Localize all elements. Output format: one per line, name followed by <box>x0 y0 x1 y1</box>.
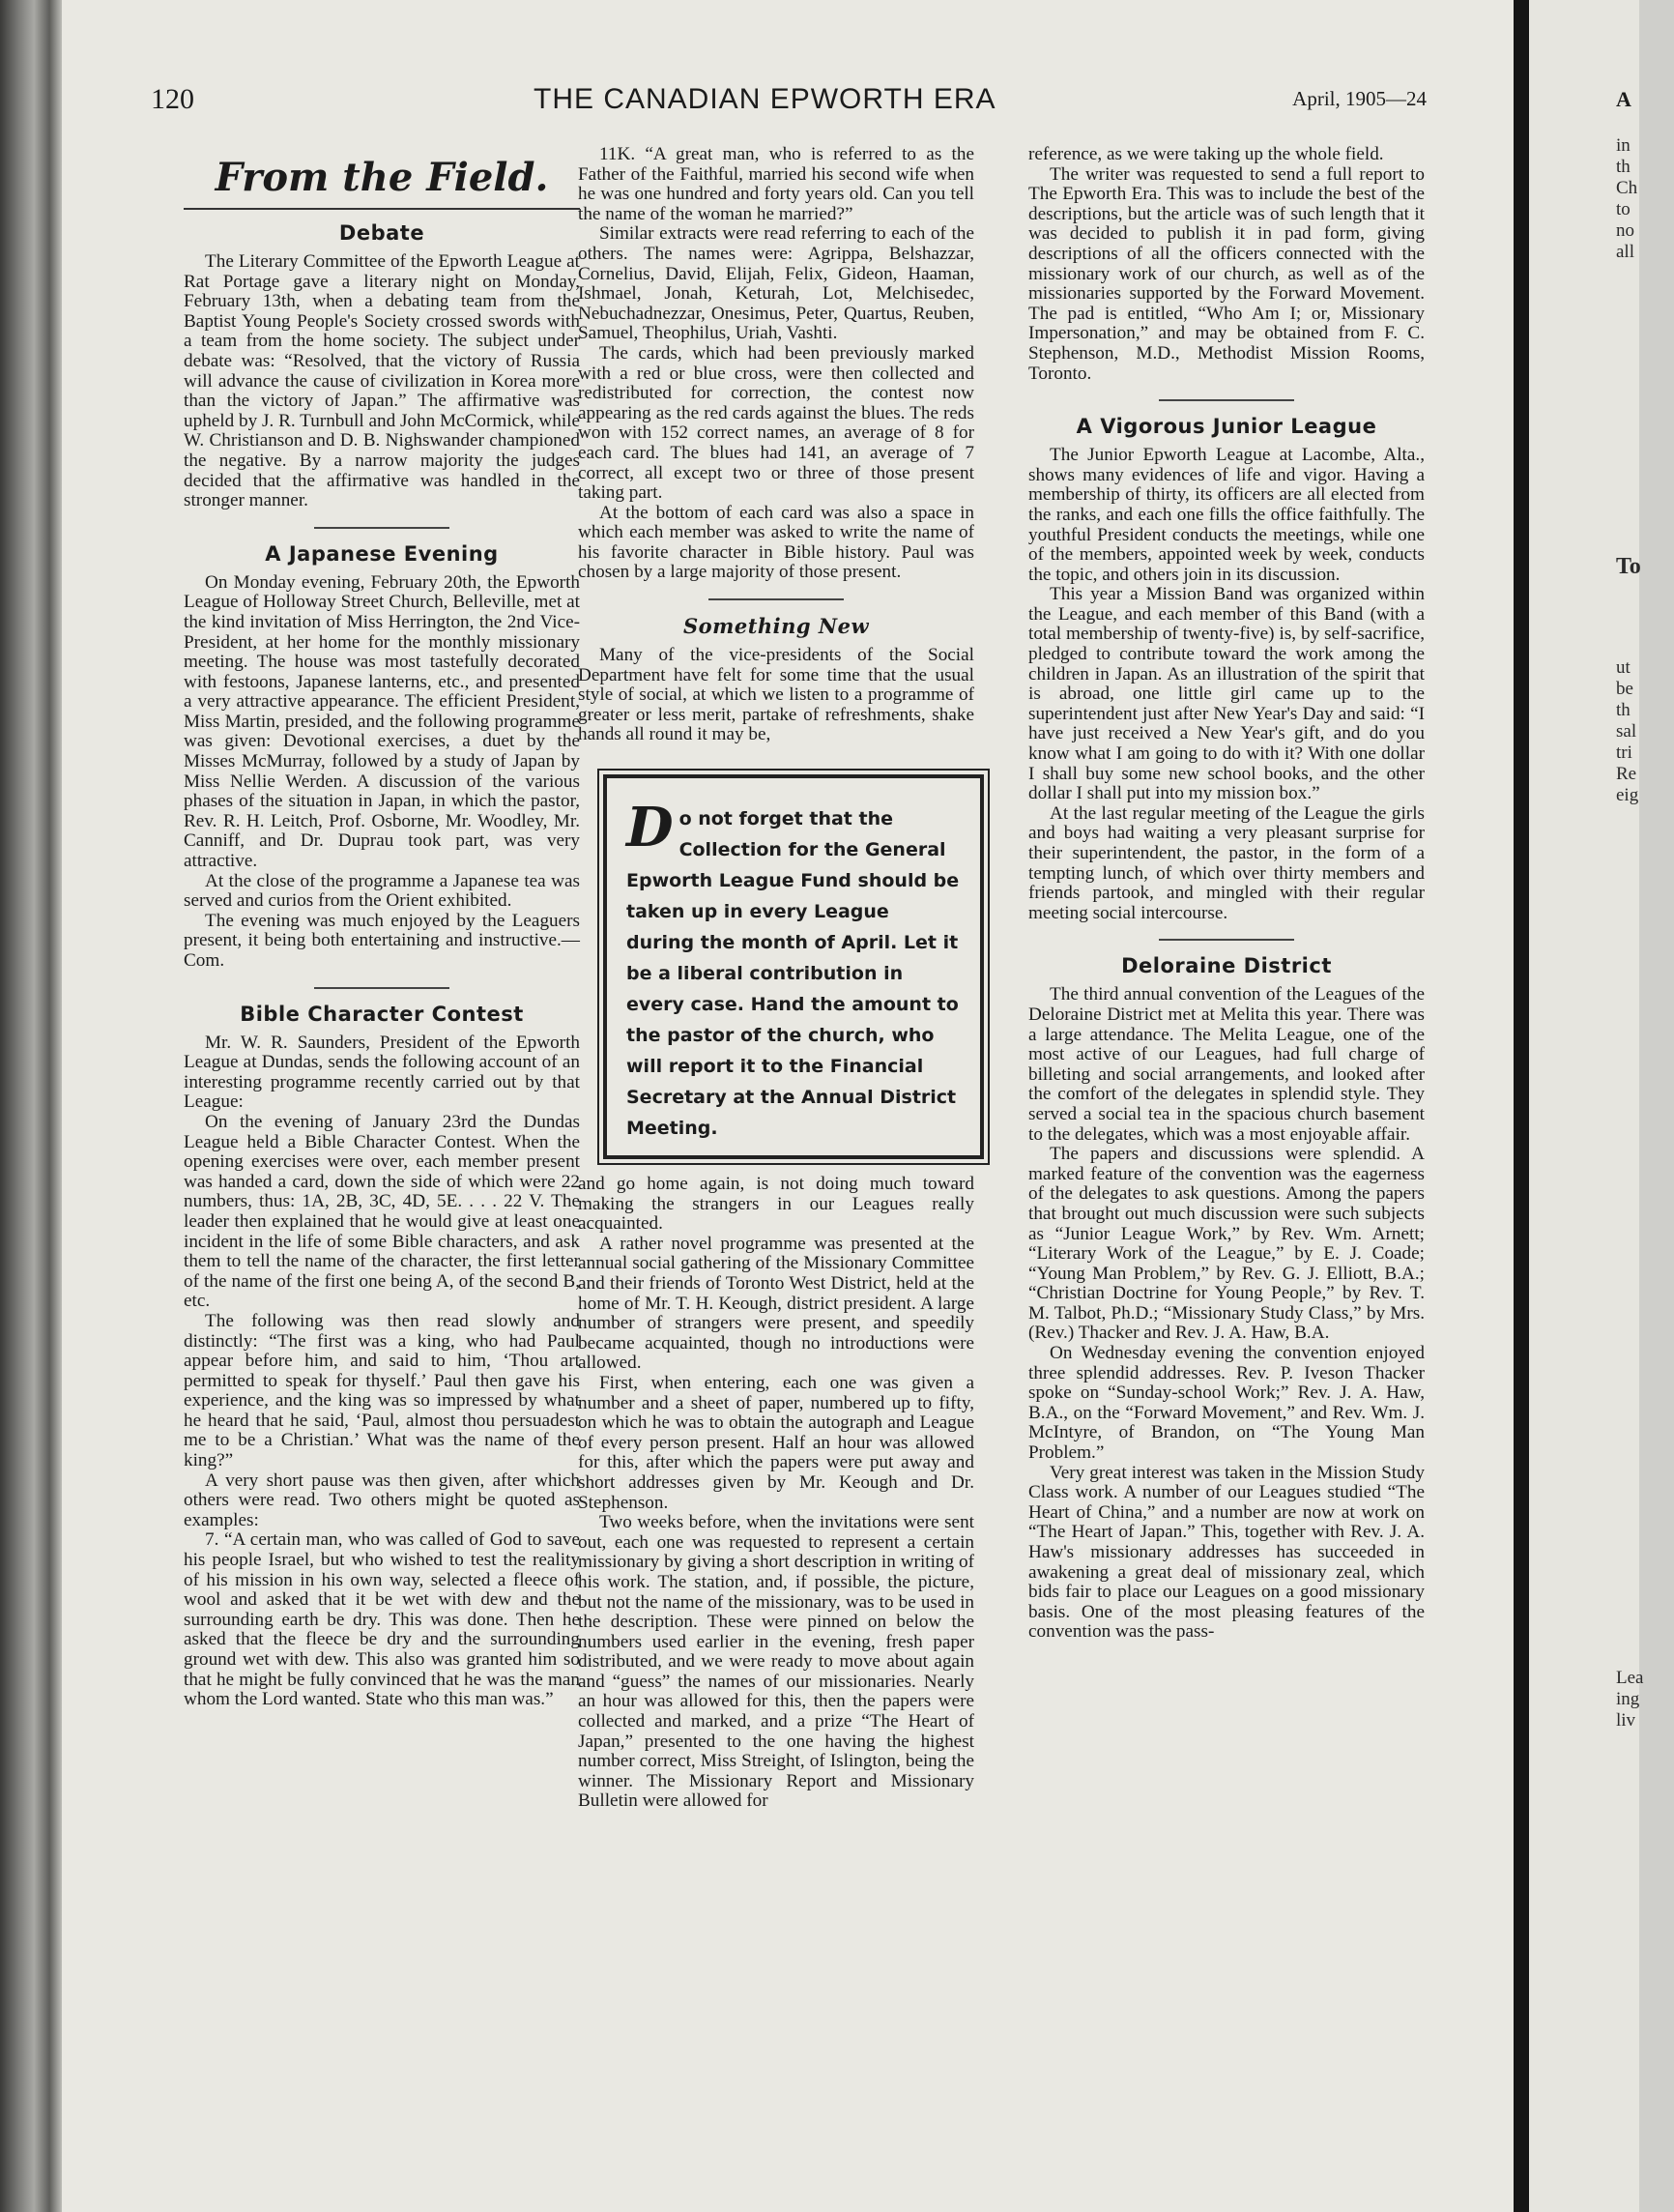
adjacent-page-fragment: Lea ing liv <box>1616 1668 1644 1731</box>
divider <box>314 527 449 529</box>
article-paragraph: Similar extracts were read referring to each of the others. The names were: Agrippa, Belshazzar, Cornelius, David, Elijah, Felix, Gideon, Haaman, Ishmael, Jonah, Keturah, Lot, Melchisedec, Nebuchadnezzar, Onesimus, Peter, Quartus, Reuben, Samuel, Theophilus, Uriah, Vashti. <box>578 223 974 344</box>
article-paragraph: The writer was requested to send a full report to The Epworth Era. This was to include the best of the descriptions, but the article was of such length that it was decided to publish it in pad form, giving descriptions of all the officers connected with the missionary work of our church, as well as of the missionaries supported by the Forward Movement. The pad is entitled, “Who Am I; or, Missionary Impersonation,” and may be obtained from F. C. Stephenson, M.D., Methodist Mission Rooms, Toronto. <box>1028 163 1425 384</box>
section-masthead: From the Field. <box>184 155 580 210</box>
article-paragraph: The papers and discussions were splendid. A marked feature of the convention was the eagerness of the delegates to ask questions. Among the papers that brought out much discussion were such subjects as “Junior League Work,” by Rev. Wm. Arnett; “Literary Work of the League,” by E. J. Coade; “Young Man Problem,” by Rev. G. J. Elliott, B.A.; “Christian Doctrine for Young People,” by Rev. T. M. Talbot, Ph.D.; “Missionary Study Class,” by Mrs. (Rev.) Thacker and Rev. J. A. Haw, B.A. <box>1028 1144 1425 1344</box>
article-paragraph: The Junior Epworth League at Lacombe, Alta., shows many evidences of life and vigor. Having a membership of thirty, its officers are all elected from the ranks, and each one fills the office faithfully. The youthful President conducts the meetings, while one of the members, appointed week by week, conducts the topic, and others join in its discussion. <box>1028 445 1425 585</box>
notice-text: o not forget that the Collection for the General Epworth League Fund should be taken up in every League during the month of April. Let it be a liberal contribution in every case. Hand the amount to the pastor of the church, who will report it to the Financial Secretary at the Annual District Meeting. <box>626 808 960 1140</box>
adjacent-page-edge <box>1529 0 1644 2212</box>
column-1 <box>184 145 580 1710</box>
adjacent-page-letter: A <box>1616 87 1631 111</box>
divider <box>1159 399 1294 401</box>
article-paragraph: On Wednesday evening the convention enjoyed three splendid addresses. Rev. P. Iveson Thacker spoke on “Sunday-school Work;” Rev. J. A. Haw, B.A., on the “Forward Movement,” and Rev. Wm. J. McIntyre, of Brandon, on “The Young Man Problem.” <box>1028 1343 1425 1464</box>
divider <box>708 598 844 600</box>
column-3 <box>1028 145 1425 1643</box>
page-gutter <box>1514 0 1529 2212</box>
article-title-junior-league: A Vigorous Junior League <box>1076 415 1377 439</box>
article-paragraph: 7. “A certain man, who was called of God to save his people Israel, but who wished to test the reality of his mission in his own way, selected a fleece of wool and asked that it be wet with dew and the surrounding earth be dry. This was done. Then he asked that the fleece be dry and the surrounding ground wet with dew. This also was granted him so that he might be fully convinced that he was the man whom the Lord wanted. State who this man was.” <box>184 1529 580 1710</box>
column-2 <box>578 145 974 1812</box>
book-binding <box>0 0 62 2212</box>
article-paragraph: At the bottom of each card was also a space in which each member was asked to write the name of his favorite character in Bible history. Paul was chosen by a large majority of those present. <box>578 502 974 583</box>
article-paragraph: At the last regular meeting of the League the girls and boys had waiting a very pleasant surprise for their superintendent, the pastor, in the form of a tempting lunch, of which over thirty members and friends partook, and mingled with their regular meeting social intercourse. <box>1028 802 1425 923</box>
article-paragraph: Mr. W. R. Saunders, President of the Epworth League at Dundas, sends the following account of an interesting programme recently carried out by that League: <box>184 1032 580 1113</box>
adjacent-page-fragment: ut be th sal tri Re eig <box>1616 657 1639 805</box>
collection-notice-box <box>603 774 984 1159</box>
article-paragraph: The following was then read slowly and distinctly: “The first was a king, who had Paul appear before him, and said to him, ‘Thou art permitted to speak for thyself.’ Paul then gave his experience, and the king was so impressed by what he heard that he said, ‘Paul, almost thou persuadest me to be a Christian.’ What was the name of the king?” <box>184 1310 580 1471</box>
article-paragraph: The evening was much enjoyed by the Leaguers present, it being both entertaining and instructive.—Com. <box>184 910 580 971</box>
article-paragraph: Two weeks before, when the invitations were sent out, each one was requested to represent a certain missionary by giving a short description in writing of his work. The station, and, if possible, the picture, but not the name of the missionary, was to be used in the description. These were pinned on below the numbers used earlier in the evening, fresh paper distributed, and we were ready to move about again and “guess” the names of our missionaries. Nearly an hour was allowed for this, then the papers were collected and marked, and a prize “The Heart of Japan,” presented to the one having the highest number correct, Miss Streight, of Islington, being the winner. The Missionary Report and Missionary Bulletin were allowed for <box>578 1512 974 1812</box>
divider <box>1159 939 1294 941</box>
article-paragraph: On Monday evening, February 20th, the Epworth League of Holloway Street Church, Belleville, met at the kind invitation of Miss Herrington, the 2nd Vice-President, at her home for the monthly missionary meeting. The house was most tastefully decorated with festoons, Japanese lanterns, etc., and presented a very attractive appearance. The efficient President, Miss Martin, presided, and the following programme was given: Devotional exercises, a duet by the Misses McMurray, followed by a study of Japan by Miss Nellie Werden. A discussion of the various phases of the situation in Japan, in which the pastor, Rev. R. H. Leitch, Prof. Osborne, Mr. Woodley, Mr. Canniff, and Dr. Duprau took part, was very attractive. <box>184 571 580 872</box>
article-title-japanese-evening: A Japanese Evening <box>265 541 499 566</box>
article-title-debate: Debate <box>338 221 425 245</box>
page-number: 120 <box>151 83 194 115</box>
article-paragraph: The cards, which had been previously marked with a red or blue cross, were then collected and redistributed for correction, the contest now appearing as the red cards against the blues. The reds won with 152 correct names, an average of 8 for each card. The blues had 141, an average of 7 correct, all except two or three of those present taking part. <box>578 342 974 504</box>
issue-date: April, 1905—24 <box>1292 87 1427 110</box>
article-title-bible-contest: Bible Character Contest <box>240 1002 524 1026</box>
article-paragraph: The third annual convention of the Leagues of the Deloraine District met at Melita this year. There was a large attendance. The Melita League, one of the most active of our Leagues, had full charge of billeting and social arrangements, and looked after the comfort of the delegates in splendid style. They served a social tea in the spacious church basement to the delegates, which was a most enjoyable affair. <box>1028 984 1425 1145</box>
article-paragraph: On the evening of January 23rd the Dundas League held a Bible Character Contest. When the opening exercises were over, each member present was handed a card, down the side of which were 22 numbers, thus: 1A, 2B, 3C, 4D, 5E. . . . 22 V. The leader then explained that he would give at least one incident in the life of some Bible characters, and ask them to tell the name of the character, the first letter of the name of the first one being A, of the second B, etc. <box>184 1111 580 1312</box>
article-paragraph: Many of the vice-presidents of the Social Department have felt for some time that the usual style of social, at which we listen to a programme of greater or less merit, partake of refreshments, shake hands all round it may be, <box>578 645 974 745</box>
article-paragraph: At the close of the programme a Japanese tea was served and curios from the Orient exhibited. <box>184 870 580 912</box>
article-paragraph: The Literary Committee of the Epworth League at Rat Portage gave a literary night on Monday, February 13th, when a debating team from the Baptist Young People's Society crossed swords with a team from the home society. The subject under debate was: “Resolved, that the victory of Russia will advance the cause of civilization in Korea more than the victory of Japan.” The affirmative was upheld by J. R. Turnbull and John McCormick, while W. Christianson and D. B. Nighswander championed the negative. By a narrow majority the judges decided that the affirmative was handled in the stronger manner. <box>184 251 580 511</box>
article-paragraph: A rather novel programme was presented at the annual social gathering of the Missionary Committee and their friends of Toronto West District, held at the home of Mr. T. H. Keough, district president. A large number of strangers were present, and speedily became acquainted, though no introductions were allowed. <box>578 1233 974 1374</box>
article-paragraph: A very short pause was then given, after which others were read. Two others might be quoted as examples: <box>184 1470 580 1530</box>
article-title-deloraine: Deloraine District <box>1121 954 1332 978</box>
article-paragraph: reference, as we were taking up the whole field. <box>1028 144 1384 164</box>
adjacent-page-fragment: in th Ch to no all <box>1616 135 1638 262</box>
article-title-something-new: Something New <box>682 614 870 639</box>
article-paragraph: Very great interest was taken in the Mission Study Class work. A number of our Leagues studied “The Heart of China,” and a number are now at work on “The Heart of Japan.” This, together with Rev. J. A. Haw's missionary addresses has succeeded in awakening a great deal of missionary zeal, which bids fair to place our Leagues on a good missionary basis. One of the most pleasing features of the convention was the pass- <box>1028 1462 1425 1643</box>
notice-dropcap: D <box>626 796 674 860</box>
adjacent-page-fragment: To <box>1616 554 1641 579</box>
divider <box>314 987 449 989</box>
publication-title: THE CANADIAN EPWORTH ERA <box>534 83 996 115</box>
article-paragraph: 11K. “A great man, who is referred to as the Father of the Faithful, married his second wife when he was one hundred and forty years old. Can you tell the name of the woman he married?” <box>578 144 974 224</box>
article-paragraph: This year a Mission Band was organized within the League, and each member of this Band (with a total membership of twenty-five) is, by self-sacrifice, pledged to contribute toward the work among the children in Japan. As an illustration of the spirit that is abroad, one little girl came up to the superintendent just after New Year's Day and said: “I have just received a New Year's gift, and do you know what I am going to do with it? With one dollar I shall buy some new school books, and the other dollar I shall put into my mission box.” <box>1028 584 1425 804</box>
article-paragraph: and go home again, is not doing much toward making the strangers in our Leagues really acquainted. <box>578 1174 974 1235</box>
article-paragraph: First, when entering, each one was given a number and a sheet of paper, numbered up to fifty, on which he was to obtain the autograph and League of every person present. Half an hour was allowed for this, after which the papers were put away and short addresses given by Mr. Keough and Dr. Stephenson. <box>578 1372 974 1513</box>
page-header <box>151 83 1427 122</box>
